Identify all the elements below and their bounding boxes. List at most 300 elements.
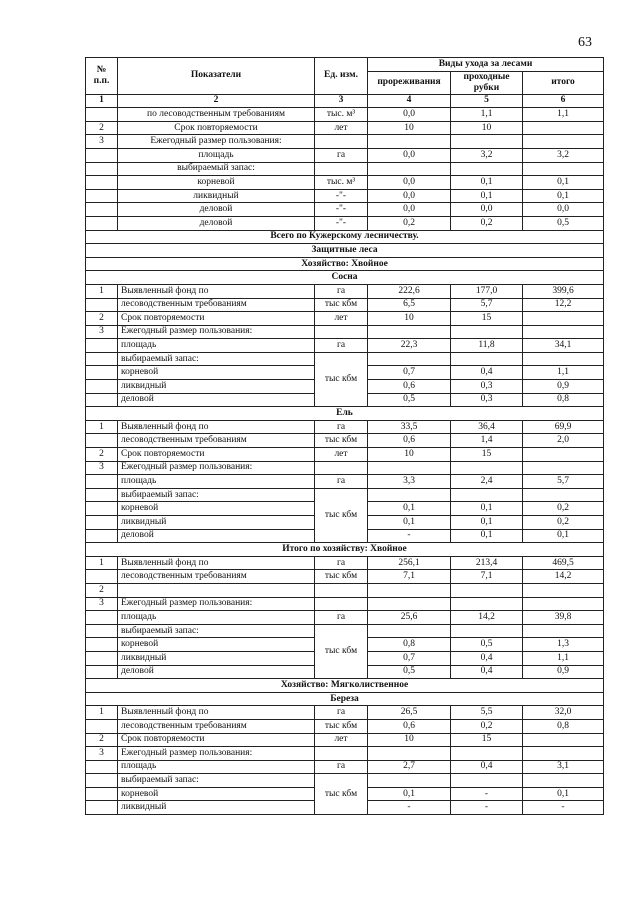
table-cell: 0,6 [368, 719, 451, 733]
table-cell: 10 [368, 733, 451, 747]
table-row [86, 121, 604, 135]
table-cell: -"- [315, 203, 368, 217]
table-cell [451, 597, 523, 611]
table-cell: 36,4 [451, 420, 523, 434]
table-cell [86, 638, 118, 652]
table-cell: - [451, 787, 523, 801]
table-cell: - [368, 529, 451, 543]
table-row [86, 203, 604, 217]
table-cell: лет [315, 733, 368, 747]
table-row [86, 488, 604, 502]
table-cell: га [315, 420, 368, 434]
table-cell [523, 461, 604, 475]
table-cell: Ежегодный размер пользования: [118, 747, 315, 761]
table-cell: га [315, 148, 368, 162]
table-cell [451, 624, 523, 638]
table-cell [451, 774, 523, 788]
table-cell: Ежегодный размер пользования: [118, 597, 315, 611]
table-cell: 0,3 [451, 380, 523, 394]
table-cell [86, 475, 118, 489]
table-cell: деловой [118, 203, 315, 217]
index-cell: 5 [451, 94, 523, 108]
header-group-title: Виды ухода за лесами [368, 58, 604, 72]
table-cell: 222,6 [368, 284, 451, 298]
table-row [86, 162, 604, 176]
section-row [86, 257, 604, 271]
table-cell: корневой [118, 502, 315, 516]
table-cell: тыс кбм [315, 298, 368, 312]
table-row [86, 189, 604, 203]
table-cell: 0,0 [451, 203, 523, 217]
table-cell: лет [315, 448, 368, 462]
table-cell: Срок повторяемости [118, 121, 315, 135]
header-passage: проходные рубки [451, 71, 523, 94]
table-cell [86, 624, 118, 638]
table-cell: 0,9 [523, 380, 604, 394]
table-cell: 15 [451, 312, 523, 326]
table-cell: деловой [118, 529, 315, 543]
table-cell [451, 352, 523, 366]
table-cell: - [451, 801, 523, 815]
table-cell: 15 [451, 448, 523, 462]
table-cell: га [315, 284, 368, 298]
table-cell: 213,4 [451, 556, 523, 570]
table-cell: деловой [118, 393, 315, 407]
table-cell [86, 434, 118, 448]
table-cell: 0,4 [451, 760, 523, 774]
table-cell: ликвидный [118, 516, 315, 530]
table-cell: 3 [86, 747, 118, 761]
table-row [86, 135, 604, 149]
table-cell [86, 148, 118, 162]
header-row [86, 58, 604, 72]
table-cell [118, 583, 315, 597]
table-cell: 14,2 [451, 611, 523, 625]
table-cell: 0,1 [523, 176, 604, 190]
table-row [86, 284, 604, 298]
table-cell: 0,5 [368, 665, 451, 679]
table-cell [86, 665, 118, 679]
table-row [86, 774, 604, 788]
table-cell: 0,7 [368, 366, 451, 380]
section-row [86, 543, 604, 557]
table-cell [315, 162, 368, 176]
table-cell: 3 [86, 325, 118, 339]
table-cell [451, 135, 523, 149]
table-cell: площадь [118, 148, 315, 162]
table-cell: 0,9 [523, 665, 604, 679]
table-cell: выбираемый запас: [118, 624, 315, 638]
table-cell: деловой [118, 216, 315, 230]
table-cell [523, 162, 604, 176]
section-row [86, 407, 604, 421]
section-title: Всего по Кужерскому лесничеству. [86, 230, 604, 244]
table-cell [315, 597, 368, 611]
table-cell: га [315, 760, 368, 774]
index-cell: 3 [315, 94, 368, 108]
table-cell [368, 774, 451, 788]
table-cell: 2 [86, 583, 118, 597]
table-cell: 0,5 [368, 393, 451, 407]
section-title: Хозяйство: Хвойное [86, 257, 604, 271]
table-row [86, 434, 604, 448]
section-row [86, 692, 604, 706]
table-cell [523, 325, 604, 339]
table-cell: 15 [451, 733, 523, 747]
table-cell [86, 570, 118, 584]
table-cell: 25,6 [368, 611, 451, 625]
table-cell [86, 516, 118, 530]
table-cell: 12,2 [523, 298, 604, 312]
table-cell: площадь [118, 611, 315, 625]
table-cell: выбираемый запас: [118, 488, 315, 502]
table-cell [315, 461, 368, 475]
table-row [86, 461, 604, 475]
table-cell: 2,0 [523, 434, 604, 448]
table-cell [368, 352, 451, 366]
table-cell: выбираемый запас: [118, 774, 315, 788]
table-cell: 3 [86, 461, 118, 475]
table-cell: 0,2 [523, 516, 604, 530]
table-cell [368, 583, 451, 597]
table-cell: 0,1 [451, 176, 523, 190]
table-cell [523, 352, 604, 366]
table-cell [86, 339, 118, 353]
table-cell: 0,8 [523, 393, 604, 407]
section-title: Хозяйство: Мягколиственное [86, 679, 604, 693]
table-row [86, 176, 604, 190]
table-cell [368, 162, 451, 176]
table-cell: 34,1 [523, 339, 604, 353]
table-cell [86, 298, 118, 312]
table-cell: 0,1 [451, 516, 523, 530]
table-cell: - [368, 801, 451, 815]
table-cell: корневой [118, 366, 315, 380]
table-cell: тыс кбм [315, 352, 368, 406]
table-cell: 256,1 [368, 556, 451, 570]
table-cell: 469,5 [523, 556, 604, 570]
section-row [86, 230, 604, 244]
table-cell [86, 203, 118, 217]
table-cell: 32,0 [523, 706, 604, 720]
table-cell: 69,9 [523, 420, 604, 434]
section-title: Ель [86, 407, 604, 421]
table-cell [86, 529, 118, 543]
table-cell: 177,0 [451, 284, 523, 298]
table-row [86, 706, 604, 720]
table-cell: 1,1 [523, 108, 604, 122]
header-num: № п.п. [86, 58, 118, 95]
table-cell [86, 216, 118, 230]
table-cell: корневой [118, 176, 315, 190]
table-cell [451, 325, 523, 339]
index-cell: 1 [86, 94, 118, 108]
table-cell: тыс кбм [315, 774, 368, 815]
section-row [86, 271, 604, 285]
table-cell [368, 747, 451, 761]
table-cell: ликвидный [118, 189, 315, 203]
table-cell [86, 189, 118, 203]
table-cell: 1 [86, 556, 118, 570]
table-cell: 10 [451, 121, 523, 135]
table-cell: 1 [86, 420, 118, 434]
header-unit: Ед. изм. [315, 58, 368, 95]
table-cell: 0,1 [368, 516, 451, 530]
table-cell [86, 108, 118, 122]
table-cell: 1,3 [523, 638, 604, 652]
table-cell: 6,5 [368, 298, 451, 312]
table-cell: 0,6 [368, 434, 451, 448]
table-cell: 10 [368, 121, 451, 135]
table-cell [315, 747, 368, 761]
table-cell [86, 760, 118, 774]
table-cell: 0,1 [523, 189, 604, 203]
table-cell: 0,8 [368, 638, 451, 652]
table-row [86, 611, 604, 625]
table-cell [86, 801, 118, 815]
table-cell [86, 162, 118, 176]
table-row [86, 448, 604, 462]
table-cell: лесоводственным требованиям [118, 719, 315, 733]
table-cell [523, 624, 604, 638]
table-cell [451, 162, 523, 176]
table-cell: - [523, 801, 604, 815]
table-cell: 0,3 [451, 393, 523, 407]
table-cell: Ежегодный размер пользования: [118, 135, 315, 149]
table-cell [86, 774, 118, 788]
table-cell [86, 611, 118, 625]
table-cell: 0,5 [451, 638, 523, 652]
table-cell: 0,2 [523, 502, 604, 516]
table-cell: 39,8 [523, 611, 604, 625]
table-cell: 22,3 [368, 339, 451, 353]
table-cell: 0,2 [451, 719, 523, 733]
table-row [86, 760, 604, 774]
table-cell: 1,1 [523, 366, 604, 380]
table-cell: 2 [86, 448, 118, 462]
table-cell [86, 488, 118, 502]
table-cell: тыс. м³ [315, 108, 368, 122]
table-cell [523, 121, 604, 135]
table-cell: 0,2 [451, 216, 523, 230]
table-cell: га [315, 706, 368, 720]
table-cell: 0,7 [368, 651, 451, 665]
table-cell: 2 [86, 733, 118, 747]
table-cell: тыс кбм [315, 434, 368, 448]
table-cell: 3,2 [523, 148, 604, 162]
table-row [86, 624, 604, 638]
table-cell: 1,1 [451, 108, 523, 122]
table-cell: лесоводственным требованиям [118, 298, 315, 312]
table-cell: 3 [86, 135, 118, 149]
table-cell: лет [315, 312, 368, 326]
table-cell: 1,4 [451, 434, 523, 448]
table-cell: 2 [86, 121, 118, 135]
header-total: итого [523, 71, 604, 94]
table-cell: 33,5 [368, 420, 451, 434]
table-cell: ликвидный [118, 801, 315, 815]
table-cell [86, 651, 118, 665]
index-cell: 4 [368, 94, 451, 108]
table-cell: 3 [86, 597, 118, 611]
table-cell: ликвидный [118, 380, 315, 394]
table-cell: 0,0 [368, 148, 451, 162]
section-title: Итого по хозяйству: Хвойное [86, 543, 604, 557]
table-cell: -"- [315, 216, 368, 230]
table-cell: 5,7 [451, 298, 523, 312]
table-cell: корневой [118, 787, 315, 801]
table-cell [86, 719, 118, 733]
table-row [86, 312, 604, 326]
forest-care-table [85, 57, 604, 815]
table-row [86, 339, 604, 353]
header-thinning: прореживания [368, 71, 451, 94]
table-cell: выбираемый запас: [118, 352, 315, 366]
section-row [86, 244, 604, 258]
table-cell: тыс кбм [315, 570, 368, 584]
table-cell: 0,0 [368, 176, 451, 190]
table-cell: деловой [118, 665, 315, 679]
table-cell: 7,1 [368, 570, 451, 584]
table-cell: по лесоводственным требованиям [118, 108, 315, 122]
table-cell: Срок повторяемости [118, 733, 315, 747]
table-cell: 399,6 [523, 284, 604, 298]
table-cell [523, 733, 604, 747]
table-cell [523, 747, 604, 761]
table-row [86, 298, 604, 312]
table-cell [451, 747, 523, 761]
table-cell [451, 461, 523, 475]
table-cell [368, 597, 451, 611]
table-cell: площадь [118, 760, 315, 774]
table-cell [315, 325, 368, 339]
table-cell: 0,1 [451, 502, 523, 516]
table-cell: лесоводственным требованиям [118, 570, 315, 584]
table-cell: Срок повторяемости [118, 448, 315, 462]
table-row [86, 719, 604, 733]
table-row [86, 583, 604, 597]
table-cell: 1,1 [523, 651, 604, 665]
table-cell: 0,0 [523, 203, 604, 217]
table-cell: Срок повторяемости [118, 312, 315, 326]
table-cell [368, 461, 451, 475]
table-cell [86, 787, 118, 801]
header-indicators: Показатели [118, 58, 315, 95]
table-cell: 0,1 [523, 787, 604, 801]
table-cell: лет [315, 121, 368, 135]
section-row [86, 679, 604, 693]
table-cell: 0,4 [451, 651, 523, 665]
table-cell: 0,1 [451, 189, 523, 203]
table-cell [368, 488, 451, 502]
table-cell [315, 583, 368, 597]
table-cell: 0,1 [451, 529, 523, 543]
table-cell: га [315, 475, 368, 489]
table-cell: 0,8 [523, 719, 604, 733]
table-row [86, 475, 604, 489]
table-cell: га [315, 556, 368, 570]
table-cell: тыс кбм [315, 624, 368, 678]
table-cell: 0,4 [451, 665, 523, 679]
table-row [86, 216, 604, 230]
table-cell: Выявленный фонд по [118, 284, 315, 298]
table-cell [86, 393, 118, 407]
table-row [86, 352, 604, 366]
table-cell: -"- [315, 189, 368, 203]
table-cell: 0,6 [368, 380, 451, 394]
table-cell: 0,1 [523, 529, 604, 543]
table-row [86, 420, 604, 434]
table-cell: ликвидный [118, 651, 315, 665]
table-cell: Выявленный фонд по [118, 706, 315, 720]
index-row [86, 94, 604, 108]
table-cell: 7,1 [451, 570, 523, 584]
table-cell [523, 448, 604, 462]
table-cell [368, 325, 451, 339]
table-row [86, 747, 604, 761]
table-cell: площадь [118, 339, 315, 353]
table-row [86, 570, 604, 584]
table-cell [86, 176, 118, 190]
table-cell [523, 583, 604, 597]
table-row [86, 148, 604, 162]
index-cell: 6 [523, 94, 604, 108]
table-cell [523, 597, 604, 611]
table-cell [86, 352, 118, 366]
table-cell: 0,0 [368, 189, 451, 203]
table-cell [368, 624, 451, 638]
table-cell [523, 488, 604, 502]
table-cell [86, 380, 118, 394]
table-cell [86, 502, 118, 516]
table-cell: 0,1 [368, 787, 451, 801]
table-cell: площадь [118, 475, 315, 489]
table-cell: 26,5 [368, 706, 451, 720]
section-title: Береза [86, 692, 604, 706]
table-cell [523, 312, 604, 326]
table-cell [523, 774, 604, 788]
table-row [86, 556, 604, 570]
table-cell: 10 [368, 312, 451, 326]
table-cell: 5,5 [451, 706, 523, 720]
table-row [86, 325, 604, 339]
table-cell: Ежегодный размер пользования: [118, 461, 315, 475]
page-number: 63 [578, 35, 592, 50]
table-cell: тыс кбм [315, 719, 368, 733]
table-cell [523, 135, 604, 149]
table-row [86, 108, 604, 122]
table-cell [451, 583, 523, 597]
table-cell: Ежегодный размер пользования: [118, 325, 315, 339]
table-cell: Выявленный фонд по [118, 420, 315, 434]
table-cell [451, 488, 523, 502]
table-cell [315, 135, 368, 149]
table-cell: 11,8 [451, 339, 523, 353]
table-cell: 3,2 [451, 148, 523, 162]
table-cell: корневой [118, 638, 315, 652]
table-cell: 3,3 [368, 475, 451, 489]
table-cell: Выявленный фонд по [118, 556, 315, 570]
table-cell [368, 135, 451, 149]
table-cell: 0,0 [368, 203, 451, 217]
table-cell: 2,7 [368, 760, 451, 774]
table-cell: 2 [86, 312, 118, 326]
table-cell: 0,5 [523, 216, 604, 230]
table-cell [86, 366, 118, 380]
table-row [86, 733, 604, 747]
table-cell: тыс кбм [315, 488, 368, 542]
table-cell: 1 [86, 706, 118, 720]
